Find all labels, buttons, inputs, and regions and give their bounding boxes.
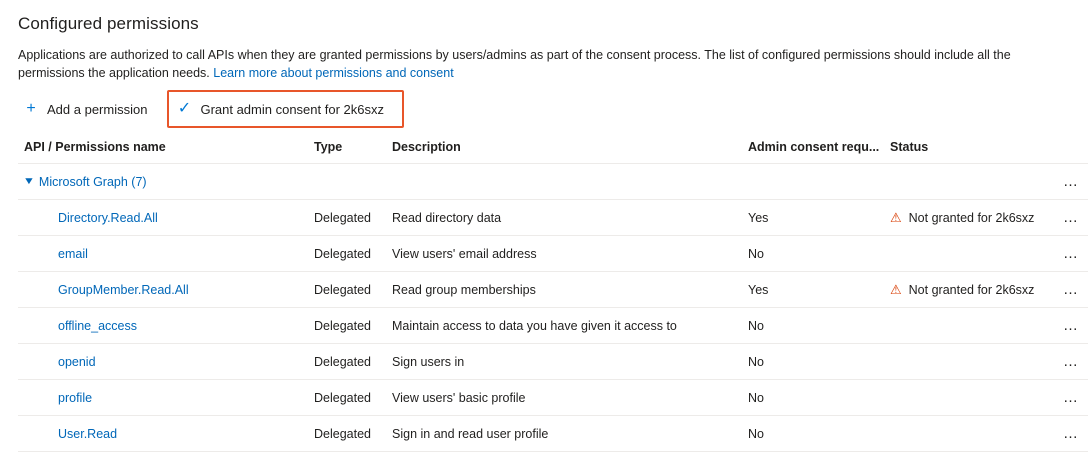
group-row-cell (18, 164, 1052, 200)
permission-name-cell (18, 416, 308, 452)
column-header-name[interactable]: API / Permissions name (18, 132, 308, 164)
more-options-icon[interactable]: … (1063, 353, 1080, 370)
permission-description-cell: Read directory data (386, 200, 742, 236)
column-header-menu (1052, 132, 1088, 164)
chevron-down-icon[interactable]: ▼ (22, 175, 36, 187)
group-label-microsoft-graph[interactable]: Microsoft Graph (7) (38, 174, 147, 189)
grant-admin-consent-button[interactable] (171, 94, 396, 124)
permission-description-cell: Read group memberships (386, 272, 742, 308)
table-row (18, 272, 1088, 308)
permission-status-cell (884, 380, 1052, 416)
more-options-icon[interactable]: … (1063, 173, 1080, 190)
table-row (18, 200, 1088, 236)
permission-admin-consent-cell: No (742, 308, 884, 344)
table-row (18, 236, 1088, 272)
permission-description-cell: Sign users in (386, 344, 742, 380)
grant-admin-consent-label: Grant admin consent for 2k6sxz (200, 101, 384, 117)
permission-status-cell (884, 344, 1052, 380)
permission-name-cell (18, 344, 308, 380)
table-row (18, 380, 1088, 416)
row-menu-cell (1052, 416, 1088, 452)
permission-type-cell: Delegated (308, 272, 386, 308)
row-menu-cell (1052, 272, 1088, 308)
permission-admin-consent-cell: No (742, 344, 884, 380)
permission-type-cell: Delegated (308, 380, 386, 416)
permission-name-link[interactable]: Directory.Read.All (58, 210, 158, 225)
permission-description-cell: View users' email address (386, 236, 742, 272)
permission-description-cell: Maintain access to data you have given it access to (386, 308, 742, 344)
permission-description-cell: View users' basic profile (386, 380, 742, 416)
more-options-icon[interactable]: … (1063, 209, 1080, 226)
permission-status-cell (884, 416, 1052, 452)
more-options-icon[interactable]: … (1063, 245, 1080, 262)
row-menu-cell (1052, 200, 1088, 236)
permission-status-cell (884, 272, 1052, 308)
column-header-admin-consent[interactable]: Admin consent requ... (742, 132, 884, 164)
warning-icon: ⚠ (890, 210, 902, 225)
permissions-table (18, 132, 1088, 452)
status-badge: Not granted for 2k6sxz (908, 210, 1035, 225)
learn-more-link[interactable]: Learn more about permissions and consent (213, 66, 454, 80)
permission-name-cell (18, 308, 308, 344)
permission-type-cell: Delegated (308, 200, 386, 236)
permission-name-cell (18, 380, 308, 416)
permission-status-cell (884, 200, 1052, 236)
status-badge: Not granted for 2k6sxz (908, 282, 1035, 297)
table-row (18, 344, 1088, 380)
permission-name-link[interactable]: GroupMember.Read.All (58, 282, 189, 297)
permission-name-link[interactable]: offline_access (58, 318, 137, 333)
permission-type-cell: Delegated (308, 308, 386, 344)
command-bar (18, 92, 1042, 126)
row-menu-cell (1052, 344, 1088, 380)
column-header-status[interactable]: Status (884, 132, 1052, 164)
table-row (18, 416, 1088, 452)
grant-consent-highlight (167, 90, 404, 128)
table-header-row (18, 132, 1088, 164)
more-options-icon[interactable]: … (1063, 281, 1080, 298)
permission-name-link[interactable]: User.Read (58, 426, 118, 441)
permission-admin-consent-cell: Yes (742, 200, 884, 236)
more-options-icon[interactable]: … (1063, 425, 1080, 442)
description-text: Applications are authorized to call APIs when they are granted permissions by users/admins as part of the consent process. The list of configured permissions should include all the permissions the application needs. (18, 48, 1011, 80)
permission-name-link[interactable]: openid (58, 354, 96, 369)
permission-status-cell (884, 308, 1052, 344)
table-group-row (18, 164, 1088, 200)
row-menu-cell (1052, 380, 1088, 416)
permission-type-cell: Delegated (308, 236, 386, 272)
row-menu-cell (1052, 236, 1088, 272)
permission-admin-consent-cell: No (742, 236, 884, 272)
permission-type-cell: Delegated (308, 344, 386, 380)
add-permission-button[interactable] (18, 94, 159, 124)
checkmark-icon: ✓ (177, 100, 192, 117)
page-title: Configured permissions (18, 14, 199, 33)
permission-name-link[interactable]: profile (58, 390, 93, 405)
permission-description-cell: Sign in and read user profile (386, 416, 742, 452)
group-row-menu-cell (1052, 164, 1088, 200)
permission-admin-consent-cell: No (742, 380, 884, 416)
column-header-type[interactable]: Type (308, 132, 386, 164)
permission-name-cell (18, 272, 308, 308)
more-options-icon[interactable]: … (1063, 317, 1080, 334)
table-row (18, 308, 1088, 344)
permission-status-cell (884, 236, 1052, 272)
plus-icon: + (26, 100, 36, 117)
warning-icon: ⚠ (890, 282, 902, 297)
more-options-icon[interactable]: … (1063, 389, 1080, 406)
panel-description (18, 46, 1018, 82)
permission-admin-consent-cell: Yes (742, 272, 884, 308)
add-permission-label: Add a permission (47, 101, 148, 117)
permission-admin-consent-cell: No (742, 416, 884, 452)
permission-name-link[interactable]: email (58, 246, 88, 261)
permission-name-cell (18, 236, 308, 272)
permission-name-cell (18, 200, 308, 236)
permission-type-cell: Delegated (308, 416, 386, 452)
row-menu-cell (1052, 308, 1088, 344)
column-header-description[interactable]: Description (386, 132, 742, 164)
